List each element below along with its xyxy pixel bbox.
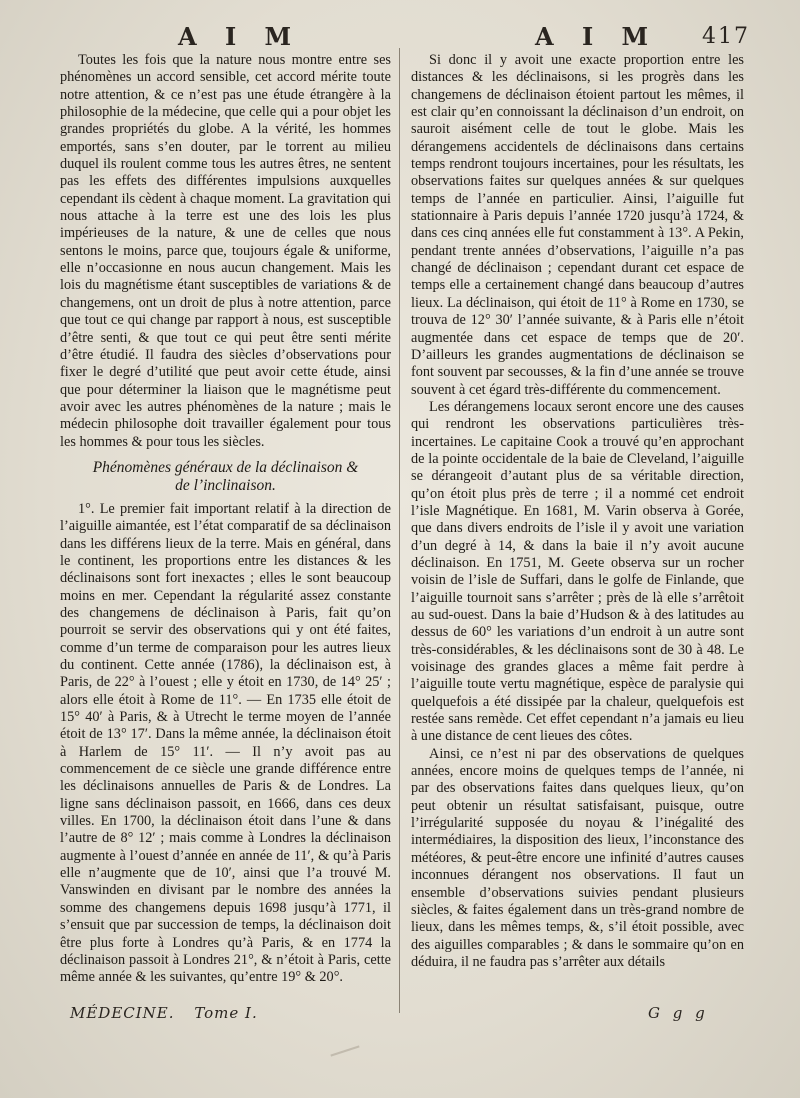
- paragraph: Toutes les fois que la nature nous montre entre ses phénomènes un accord sensible, cet accord mérite toute notre attention, & ce n’est pas une étude étrangère à la philosophie de la médecine, que celle qui a pour objet les grandes propriétés du globe. A la vérité, les hommes emportés, sans s’en douter, par le torrent au milieu duquel ils roulent comme tous les autres êtres, ne sentent pas les effets des différentes impulsions auxquelles cependant ils cèdent à chaque moment. La gravitation qui nous attache à la terre est une des lois les plus impérieuses de la nature, & une de celles que nous sentons le moins, parce que, toujours égale & uniforme, elle n’occasionne en nous aucun changement. Mais les lois du magnétisme étant susceptibles de variations & de changemens, ont un droit de plus à notre attention, parce que tout ce qui change par rapport à nous, est susceptible d’être senti, & que tout ce qui peut être senti mérite d’être étudié. Il faudra des siècles d’observations pour fixer le degré d’utilité que peut avoir cette étude, ainsi que pour déterminer la liaison que le magnétisme peut avoir avec les autres phénomènes de la nature ; mais le médecin philosophe doit travailler également pour tous les hommes & pour tous les siècles.: [60, 52, 391, 450]
- running-head-left: A I M: [178, 22, 302, 51]
- paragraph: Si donc il y avoit une exacte proportion entre les distances & les déclinaisons, si les progrès dans les changemens de déclinaison étoient partout les mêmes, il est clair qu’en connoissant la déclinaison d’un endroit, on sauroit aisément celle de tout le globe. Mais les dérangemens accidentels de déclinaisons dans certains temps rendront toujours incertaines, pour les résultats, les observations faites sur quelques années & sur quelques temps de l’année en particulier. Ainsi, l’aiguille fut stationnaire à Paris depuis l’année 1720 jusqu’à 1724, & dans ces cinq années elle fut constamment à 13°. A Pekin, pendant trente années d’observations, l’aiguille n’a pas changé de déclinaison ; cependant durant cet espace de temps elle a certainement changé dans beaucoup d’autres lieux. La déclinaison, qui étoit de 11° à Rome en 1730, se trouva de 12° 30′ l’année suivante, & à Paris elle n’étoit augmentée dans cet espace de temps que de 20′. D’ailleurs les grandes augmentations de déclinaison se font souvent par secousses, & la fin d’une année se trouve souvent à cet égard très-différente du commencement.: [411, 52, 744, 398]
- paragraph: Les dérangemens locaux seront encore une des causes qui rendront les observations particulières très-incertaines. Le capitaine Cook a trouvé qu’en approchant de la pointe occidentale de la baie de Cleveland, l’aiguille se dérangeoit d’autant plus de sa véritable direction, qu’on étoit plus près de terre ; il a nommé cet endroit l’isle Magnétique. En 1681, M. Varin observa à Gorée, que dans divers endroits de l’isle il y avoit une variation d’un degré à 14, & dans la baie il n’y avoit aucune déclinaison. En 1751, M. Geete observa sur un rocher voisin de l’isle de Suffari, dans le golfe de Finlande, que l’aiguille tournoit sans s’arrêter ; près de là elle s’arrêtoit au sud-ouest. Dans la baie d’Hudson & à des latitudes au dessus de 60° les variations d’un endroit à un autre sont très-considérables, & les déclinaisons sont de 30 à 48. Le voisinage des grandes glaces a même fait perdre à l’aiguille toute vertu magnétique, espèce de paralysie qui quelquefois a été dissipée par la chaleur, quelquefois est restée sans remède. Cet effet cependant n’a jamais eu lieu à une distance de cent lieues des côtes.: [411, 398, 744, 745]
- column-divider: [399, 48, 400, 1013]
- left-column: [60, 52, 391, 987]
- page-number: 417: [702, 24, 750, 49]
- signature-mark: G g g: [648, 1004, 709, 1022]
- footer-title: [70, 1004, 258, 1022]
- right-column: [411, 52, 744, 971]
- paragraph: 1°. Le premier fait important relatif à la direction de l’aiguille aimantée, est l’état comparatif de sa déclinaison dans les différens lieux de la terre. Mais en général, dans le continent, les proportions entre les distances & les déclinaisons sont fort inexactes ; elles le sont beaucoup moins en mer. Cependant la régularité assez constante des changemens de déclinaison à Paris, fait qu’on pourroit se servir des observations qui y ont été faites, comme d’un terme de comparaison pour les autres lieux du continent. Cette année (1786), la déclinaison est, à Paris, de 22° à l’ouest ; elle y étoit en 1730, de 14° 25′ ; alors elle étoit à Rome de 11°. — En 1735 elle étoit de 15° 40′ à Paris, & à Utrecht le terme moyen de l’année étoit de 13° 17′. Dans la même année, la déclinaison étoit à Harlem de 15° 11′. — Il n’y avoit pas au commencement de ce siècle une grande différence entre les déclinaisons annuelles de Paris & de Londres. La ligne sans déclinaison passoit, en 1666, dans ces deux villes. En 1700, la déclinaison étoit dans l’une & dans l’autre de 8° 12′ ; mais comme à Londres la déclinaison augmente à l’ouest d’année en année de 11′, & qu’à Paris elle n’augmente que de 10′, ainsi que l’a trouvé M. Vanswinden en divisant par le nombre des années la somme des changemens depuis 1698 jusqu’à 1771, il s’ensuit que par succession de temps, la déclinaison doit être plus forte à Londres qu’à Paris, & en 1774 la déclinaison passoit à Londres 21°, & n’étoit à Paris, cette même année & les suivantes, qu’entre 19° & 20°.: [60, 500, 391, 986]
- footer-volume: Tome I.: [194, 1004, 258, 1022]
- paragraph: Ainsi, ce n’est ni par des observations de quelques années, encore moins de quelques temps de l’année, ni par des observations faites dans quelques lieux, qu’on peut obtenir un résultat satisfaisant, puisque, outre l’irrégularité supposée du noyau & l’inégalité des intermédiaires, la disposition des lieux, l’inconstance des météores, & peut-être encore une infinité d’autres causes inconnues dérangent nos observations. Il faut un ensemble d’observations suivies pendant plusieurs siècles, & faites également dans un très-grand nombre de lieux, dans les mêmes temps, &, s’il étoit possible, avec des aiguilles comparables ; & dans le sommaire qu’on en déduira, il ne faudra pas s’arrêter aux détails: [411, 745, 744, 970]
- paper-mark: [330, 1045, 359, 1056]
- footer-section: MÉDECINE.: [70, 1004, 175, 1022]
- section-heading-line: de l’inclinaison.: [175, 476, 276, 494]
- running-head-right: A I M: [535, 22, 659, 51]
- section-heading-line: Phénomènes généraux de la déclinaison &: [92, 458, 359, 476]
- section-heading: [60, 459, 391, 495]
